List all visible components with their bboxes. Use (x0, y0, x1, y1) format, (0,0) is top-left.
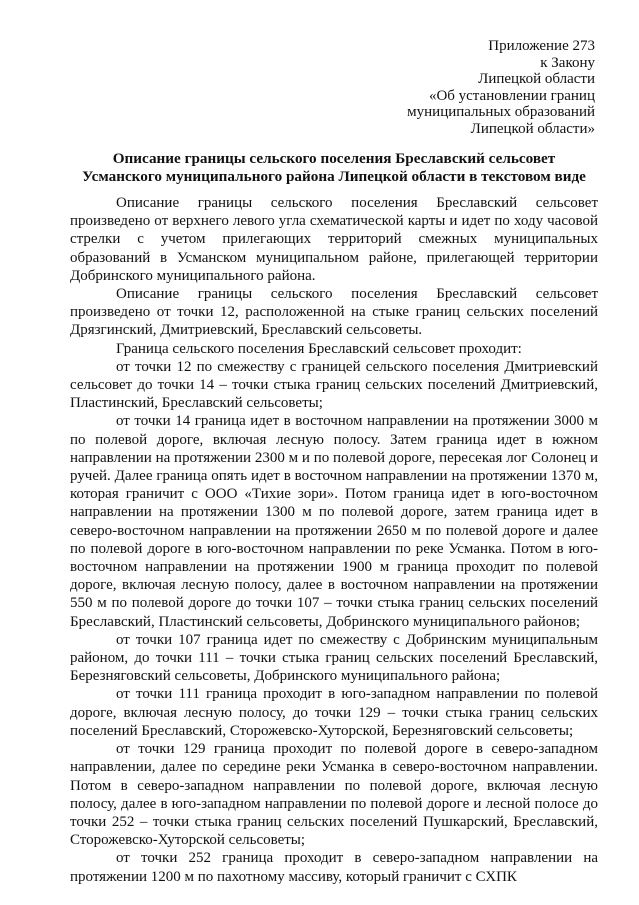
title-line: Усманского муниципального района Липецкой области в текстовом виде (82, 168, 586, 185)
title-line: Описание границы сельского поселения Бреславский сельсовет (112, 150, 556, 167)
appendix-line: Приложение 273 (488, 38, 595, 54)
appendix-line: Липецкой области» (470, 120, 595, 137)
paragraph: Граница сельского поселения Бреславский сельсовет проходит: (116, 340, 522, 357)
paragraph: от точки 129 граница проходит по полевой дороге в северо-западном направлении, далее по середине реки Усманка в северо-восточном направлении. Потом в северо-западном направлении по полевой дороге, включая лесную полосу, далее в юго-западном направлении по полевой дороге и лесной полосе до точки 252 – точки стыка границ сельских поселений Пушкарский, Бреславский, Сторожевско-Хуторской сельсоветы; (70, 741, 598, 849)
paragraph: Описание границы сельского поселения Бреславский сельсовет произведено от верхнего левого угла схематической карты и идет по ходу часовой стрелки с учетом прилегающих территорий смежных муниципальных образований в Усманском муниципальном районе, прилегающей территории Добринского муниципального района. (70, 195, 598, 284)
paragraph: Описание границы сельского поселения Бреславский сельсовет произведено от точки 12, расположенной на стыке границ сельских поселений Дрязгинский, Дмитриевский, Бреславский сельсоветы. (70, 286, 598, 339)
appendix-line: к Закону (540, 54, 595, 71)
document-title (70, 150, 598, 186)
paragraph: от точки 107 граница идет по смежеству с Добринским муниципальным районом, до точки 111 – точки стыка границ сельских поселений Бреславский, Березняговский сельсоветы, Добринского муниципального района; (70, 631, 598, 685)
appendix-line: муниципальных образований (407, 104, 595, 121)
appendix-header (275, 38, 595, 138)
paragraph: от точки 12 по смежеству с границей сельского поселения Дмитриевский сельсовет до точки 14 – точки стыка границ сельских поселений Дмитриевский, Пластинский, Бреславский сельсоветы; (70, 358, 598, 412)
appendix-line: «Об установлении границ (428, 87, 595, 104)
paragraph: от точки 111 граница проходит в юго-западном направлении по полевой дороге, включая лесную полосу, до точки 129 – точки стыка границ сельских поселений Бреславский, Сторожевско-Хуторской, Березняговский сельсоветы; (70, 686, 598, 739)
appendix-line: Липецкой области (478, 71, 595, 88)
paragraph: от точки 14 граница идет в восточном направлении на протяжении 3000 м по полевой дороге, включая лесную полосу. Затем граница идет в южном направлении на протяжении 2300 м и по полевой дороге, пересекая лог Солонец и ручей. Далее граница опять идет в восточном направлении на протяжении 1370 м, которая граничит с ООО «Тихие зори». Потом граница идет в юго-восточном направлении на протяжении 1300 м по полевой дороге, затем граница идет в северо-восточном направлении на протяжении 2650 м по полевой дороге и далее по полевой дороге в юго-восточном направлении по реке Усманка. Потом в юго-восточном направлении на протяжении 1900 м граница проходит по полевой дороге, включая лесную полосу, далее в восточном направлении на протяжении 550 м по полевой дороге до точки 107 – точки стыка границ сельских поселений Бреславский, Пластинский сельсоветы, Добринского муниципального районов; (70, 413, 598, 630)
paragraph: от точки 252 граница проходит в северо-западном направлении на протяжении 1200 м по пахотному массиву, который граничит с СХПК (70, 850, 598, 885)
document-body (70, 194, 598, 886)
